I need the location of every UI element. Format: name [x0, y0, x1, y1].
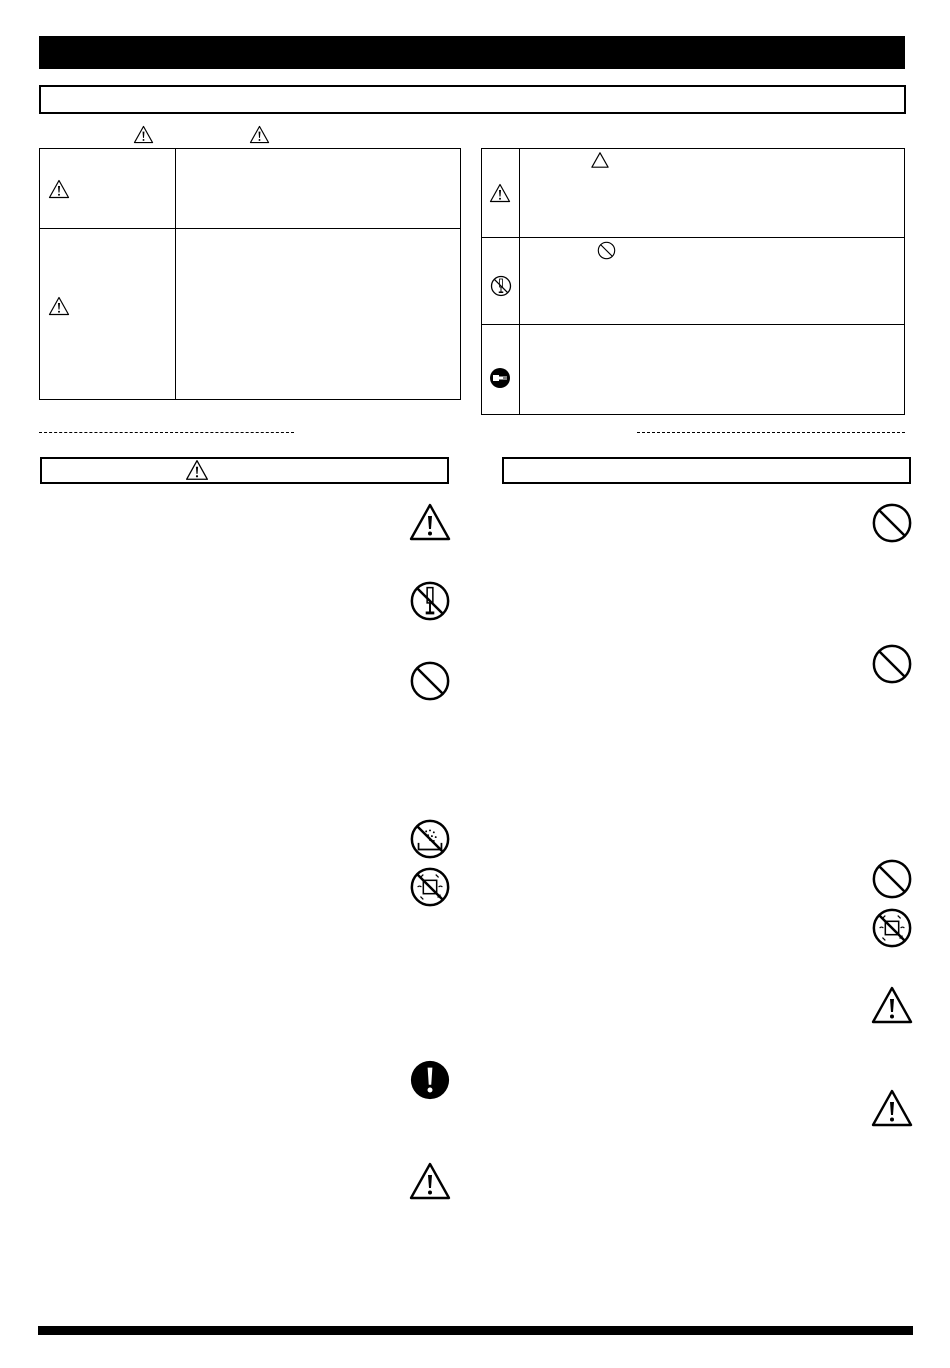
prohibition-icon — [871, 643, 913, 685]
warning-icon — [870, 1088, 914, 1128]
no-shock-icon — [871, 907, 913, 949]
warning-icon — [48, 179, 70, 199]
prohibition-icon — [871, 858, 913, 900]
prohibition-icon — [871, 502, 913, 544]
prohibition-icon — [597, 241, 616, 260]
warning-icon — [48, 296, 70, 316]
dashed-rule-left — [39, 432, 294, 433]
warning-icon — [489, 183, 511, 203]
do-not-disassemble-icon — [409, 580, 451, 622]
footer-bar — [38, 1326, 913, 1335]
dashed-rule-right — [637, 432, 905, 433]
prohibition-icon — [409, 660, 451, 702]
warning-icon — [408, 1161, 452, 1201]
warning-icon — [408, 502, 452, 542]
no-shock-icon — [409, 866, 451, 908]
left-section-header — [40, 457, 449, 484]
no-water-icon — [409, 818, 451, 860]
warning-icon — [185, 459, 209, 481]
right-section-header — [502, 457, 911, 484]
subheader-box — [39, 85, 906, 114]
triangle-outline-icon — [590, 151, 610, 169]
title-bar — [39, 36, 905, 69]
left-definitions-table — [39, 148, 461, 400]
unplug-icon — [489, 367, 511, 389]
warning-icon — [249, 125, 270, 144]
mandatory-icon — [409, 1059, 451, 1101]
right-symbols-table — [481, 148, 905, 415]
do-not-disassemble-icon — [490, 275, 512, 297]
warning-icon — [870, 985, 914, 1025]
warning-icon — [133, 125, 154, 144]
